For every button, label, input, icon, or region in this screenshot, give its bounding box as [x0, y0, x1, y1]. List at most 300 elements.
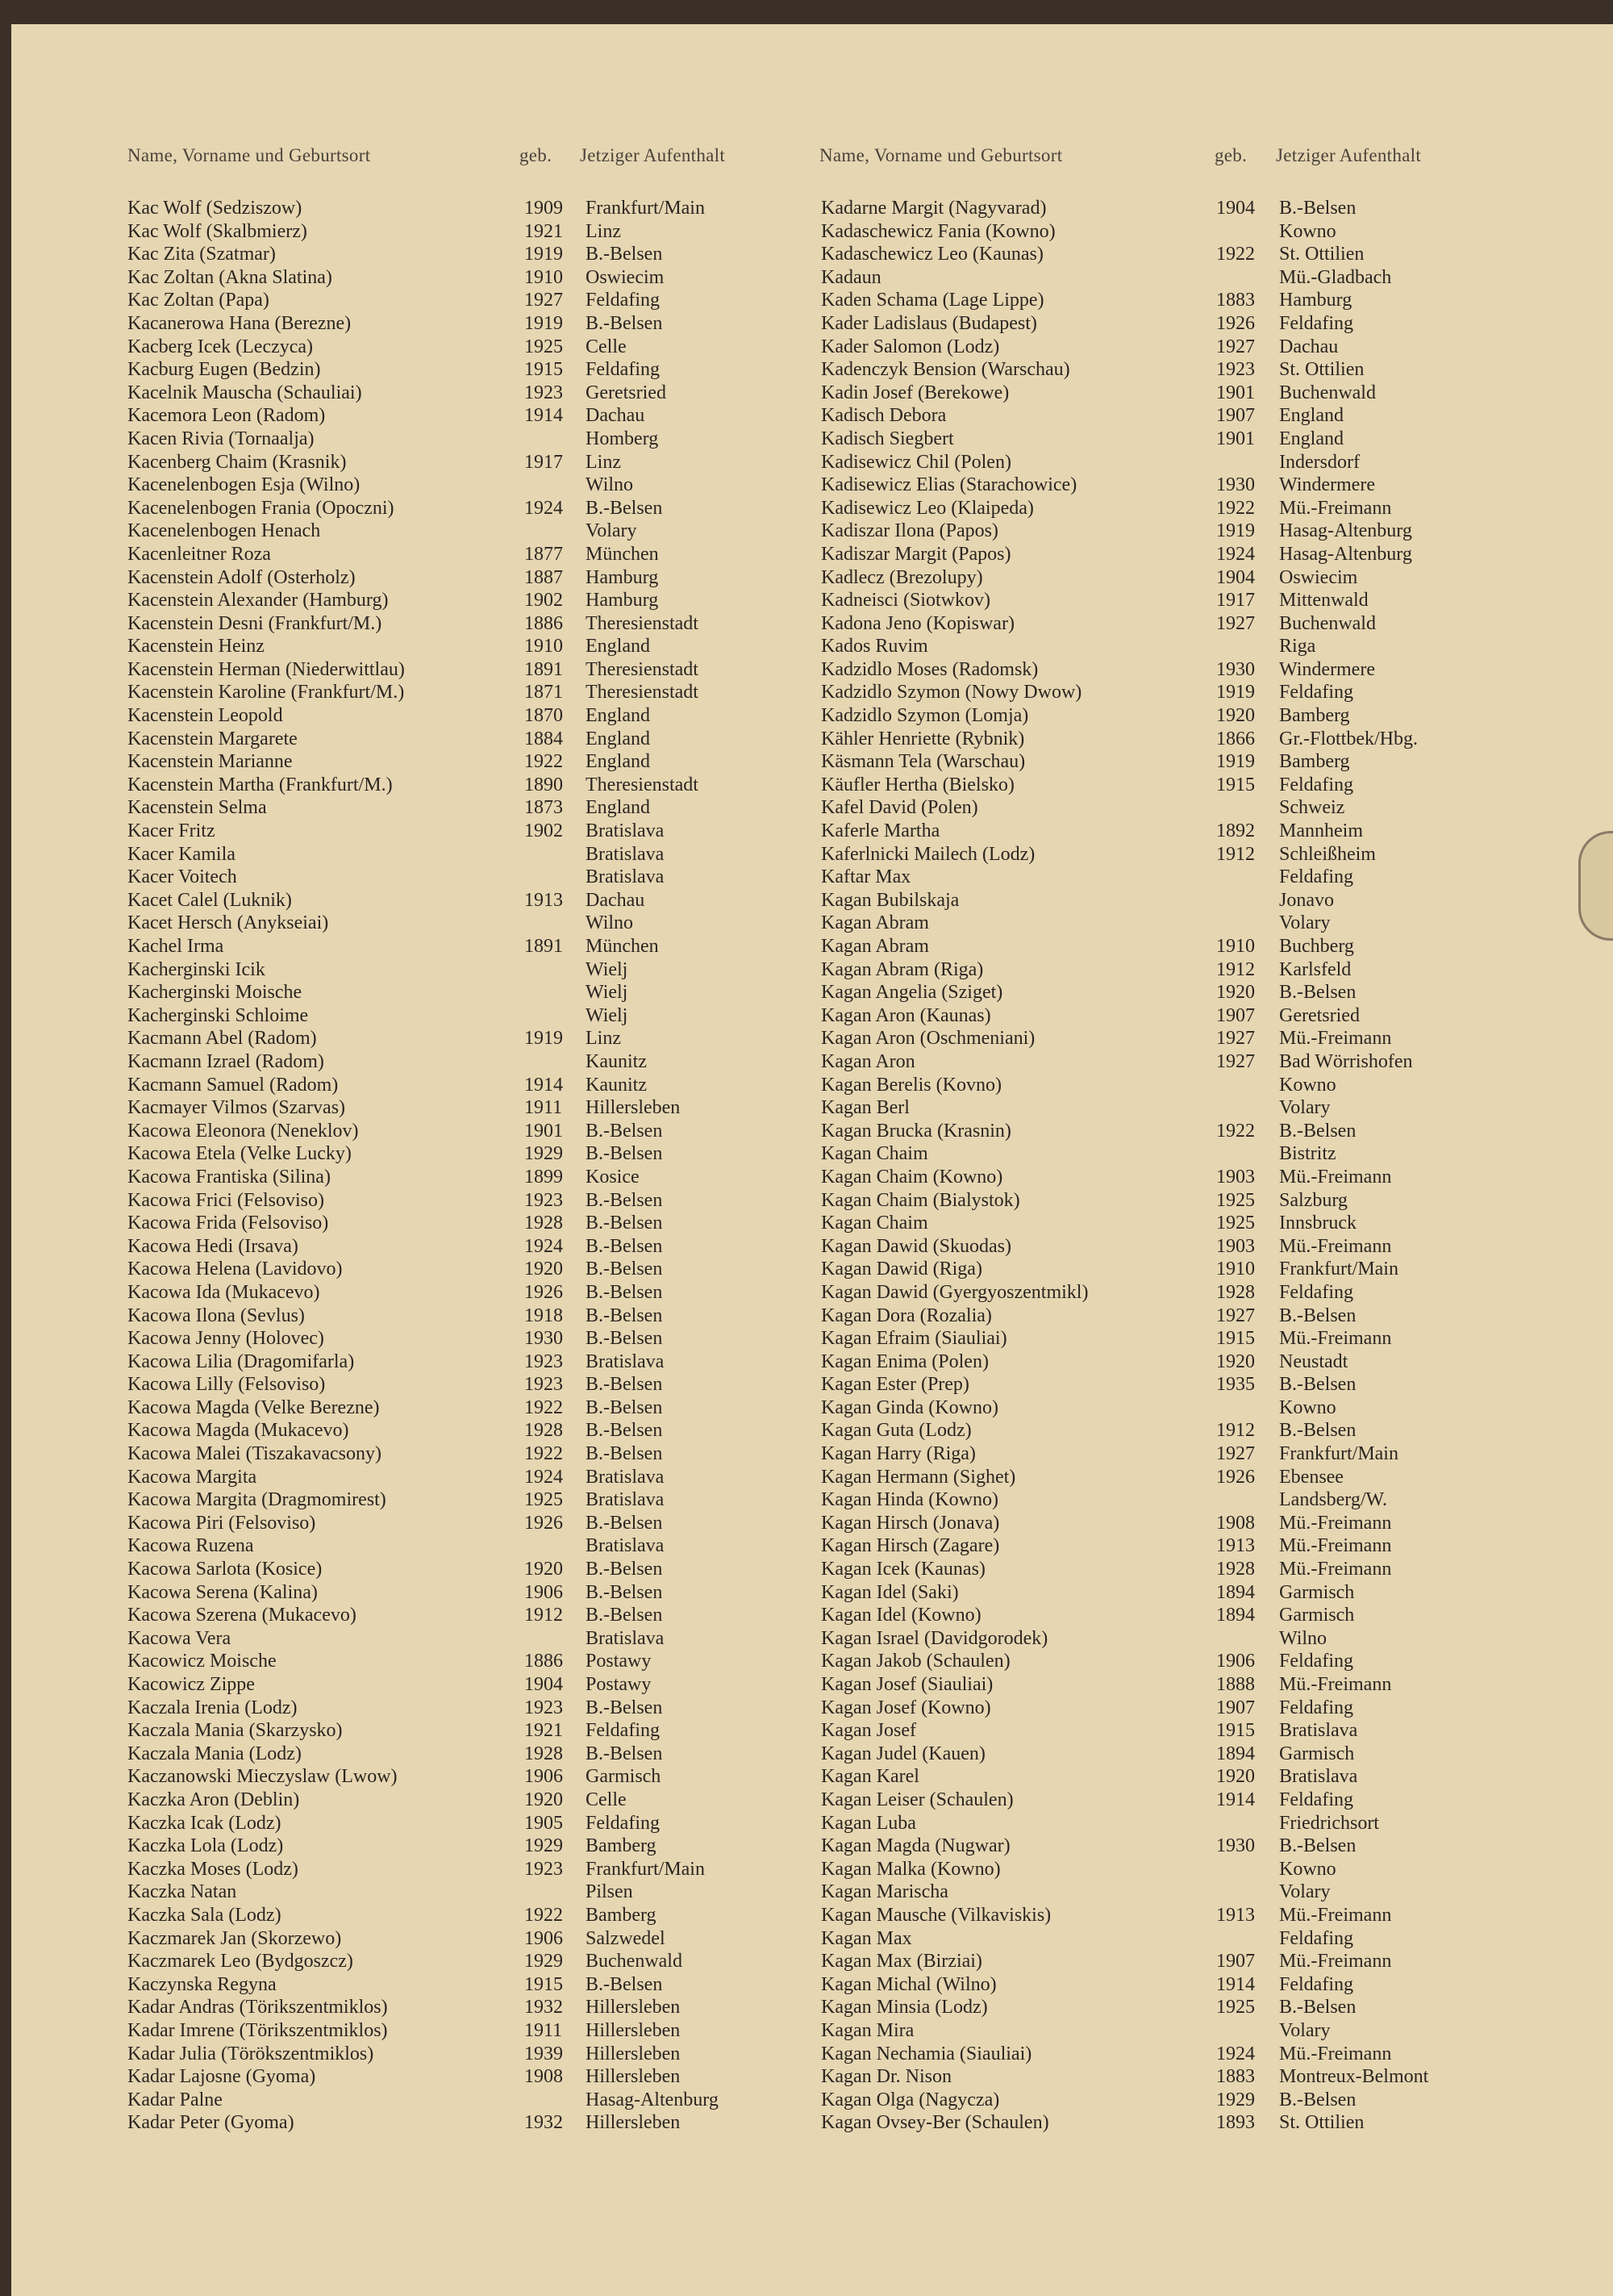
entry-residence: Theresienstadt	[586, 682, 698, 703]
entry-birth-year: 1917	[524, 451, 563, 473]
entry-birth-year: 1929	[524, 1143, 563, 1165]
entry-birth-year: 1917	[1216, 590, 1255, 612]
entry-name: Kagan Harry (Riga)	[821, 1443, 976, 1465]
entry-name: Kaczka Icak (Lodz)	[127, 1812, 281, 1834]
entry-birth-year: 1914	[524, 1074, 563, 1096]
entry-residence: Mü.-Freimann	[1279, 1904, 1392, 1926]
entry-name: Kadar Imrene (Törikszentmiklos)	[127, 2019, 388, 2041]
entry-birth-year: 1924	[1216, 543, 1255, 565]
entry-name: Kadar Palne	[127, 2089, 223, 2110]
entry-residence: England	[1279, 405, 1344, 427]
entry-name: Kacenstein Karoline (Frankfurt/M.)	[127, 682, 405, 703]
entry-birth-year: 1927	[1216, 1028, 1255, 1050]
entry-name: Kadarne Margit (Nagyvarad)	[821, 198, 1047, 219]
entry-residence: Bratislava	[586, 866, 665, 888]
entry-name: Kac Wolf (Sedziszow)	[127, 198, 302, 219]
entry-residence: England	[586, 728, 650, 749]
entry-residence: Indersdorf	[1279, 451, 1360, 473]
entry-residence: Hillersleben	[586, 1997, 681, 2018]
entry-residence: Dachau	[1279, 336, 1339, 357]
entry-name: Kacet Hersch (Anykseiai)	[127, 912, 329, 934]
entry-name: Kacenelenbogen Esja (Wilno)	[127, 474, 361, 496]
entry-name: Kacowa Ruzena	[127, 1535, 254, 1557]
entry-name: Kagan Idel (Kowno)	[821, 1605, 982, 1626]
entry-residence: Kaunitz	[586, 1050, 647, 1072]
entry-name: Kacowa Lilia (Dragomifarla)	[127, 1350, 355, 1372]
entry-name: Kagan Berl	[821, 1097, 910, 1119]
entry-birth-year: 1883	[1216, 290, 1255, 311]
entry-name: Kacowa Sarlota (Kosice)	[127, 1559, 323, 1580]
entry-birth-year: 1907	[1216, 1004, 1255, 1026]
entry-name: Kadzidlo Szymon (Lomja)	[821, 705, 1029, 727]
entry-name: Kacenstein Adolf (Osterholz)	[127, 566, 356, 588]
entry-birth-year: 1910	[524, 266, 563, 288]
entry-birth-year: 1912	[524, 1605, 563, 1626]
entry-birth-year: 1930	[1216, 474, 1255, 496]
entry-residence: Theresienstadt	[586, 658, 698, 680]
entry-name: Kagan Jakob (Schaulen)	[821, 1651, 1011, 1672]
entry-residence: Bratislava	[586, 1466, 665, 1488]
entry-name: Kadaun	[821, 266, 882, 288]
entry-name: Kacenstein Herman (Niederwittlau)	[127, 658, 405, 680]
entry-residence: Feldafing	[1279, 1281, 1353, 1303]
entry-birth-year: 1926	[524, 1281, 563, 1303]
entry-name: Kacet Calel (Luknik)	[127, 889, 292, 911]
entry-birth-year: 1877	[524, 543, 563, 565]
entry-residence: Hillersleben	[586, 2043, 681, 2064]
entry-birth-year: 1908	[1216, 1512, 1255, 1534]
header-residence-right: Jetziger Aufenthalt	[1276, 145, 1422, 165]
entry-birth-year: 1927	[1216, 1050, 1255, 1072]
entry-name: Kagan Dawid (Gyergyoszentmikl)	[821, 1281, 1089, 1303]
entry-birth-year: 1923	[524, 1189, 563, 1211]
entry-birth-year: 1918	[524, 1305, 563, 1326]
entry-birth-year: 1923	[524, 1858, 563, 1880]
entry-name: Kacowa Margita	[127, 1466, 257, 1488]
entry-birth-year: 1915	[524, 359, 563, 381]
entry-name: Kacmann Abel (Radom)	[127, 1028, 317, 1050]
entry-residence: Schleißheim	[1279, 843, 1376, 865]
entry-birth-year: 1923	[1216, 359, 1255, 381]
entry-birth-year: 1920	[1216, 982, 1255, 1004]
entry-residence: Linz	[586, 220, 621, 242]
entry-residence: Bamberg	[586, 1835, 656, 1857]
entry-birth-year: 1910	[1216, 936, 1255, 957]
entry-birth-year: 1922	[524, 751, 563, 773]
entry-residence: B.-Belsen	[586, 1143, 663, 1165]
entry-residence: Feldafing	[1279, 1789, 1353, 1810]
entry-name: Kacherginski Moische	[127, 982, 302, 1004]
entry-residence: Wielj	[586, 958, 628, 980]
entry-name: Kacowa Helena (Lavidovo)	[127, 1259, 343, 1280]
entry-residence: Bratislava	[586, 1535, 665, 1557]
entry-birth-year: 1929	[524, 1951, 563, 1972]
entry-residence: Postawy	[586, 1651, 652, 1672]
entry-name: Kacowa Frantiska (Silina)	[127, 1166, 331, 1188]
entry-birth-year: 1922	[524, 1396, 563, 1418]
entry-name: Kac Zita (Szatmar)	[127, 244, 276, 265]
entry-birth-year: 1902	[524, 590, 563, 612]
entry-residence: Buchenwald	[1279, 382, 1376, 403]
entry-name: Kadiszar Margit (Papos)	[821, 543, 1011, 565]
entry-residence: B.-Belsen	[586, 312, 663, 334]
entry-birth-year: 1886	[524, 1651, 563, 1672]
entry-residence: Riga	[1279, 636, 1316, 657]
entry-name: Kaczka Sala (Lodz)	[127, 1904, 281, 1926]
entry-birth-year: 1910	[524, 636, 563, 657]
entry-residence: Celle	[586, 336, 627, 357]
entry-residence: Feldafing	[1279, 1973, 1353, 1995]
entry-birth-year: 1929	[1216, 2089, 1255, 2110]
entry-name: Kagan Icek (Kaunas)	[821, 1559, 986, 1580]
entry-name: Kagan Marischa	[821, 1881, 948, 1903]
entry-residence: Hasag-Altenburg	[1279, 520, 1412, 542]
entry-name: Kacenstein Leopold	[127, 705, 283, 727]
page-tab-marker	[1578, 831, 1613, 941]
entry-birth-year: 1906	[524, 1766, 563, 1788]
entry-birth-year: 1920	[1216, 705, 1255, 727]
entry-residence: Bistritz	[1279, 1143, 1336, 1165]
entry-birth-year: 1901	[1216, 382, 1255, 403]
entry-residence: Mü.-Freimann	[1279, 1559, 1392, 1580]
entry-birth-year: 1920	[524, 1789, 563, 1810]
entry-residence: Theresienstadt	[586, 774, 698, 795]
entry-name: Kagan Dr. Nison	[821, 2066, 952, 2088]
entry-residence: Hasag-Altenburg	[586, 2089, 719, 2110]
entry-residence: Mü.-Freimann	[1279, 1674, 1392, 1695]
header-name-left: Name, Vorname und Geburtsort	[127, 145, 371, 165]
entry-name: Kacowa Magda (Velke Berezne)	[127, 1396, 380, 1418]
entry-residence: Kowno	[1279, 220, 1336, 242]
entry-name: Kacowa Lilly (Felsoviso)	[127, 1374, 326, 1396]
entry-birth-year: 1921	[524, 220, 563, 242]
entry-residence: B.-Belsen	[1279, 2089, 1357, 2110]
entry-residence: München	[586, 936, 659, 957]
entry-birth-year: 1892	[1216, 820, 1255, 842]
entry-name: Kacherginski Schloime	[127, 1004, 309, 1026]
entry-residence: Wilno	[586, 912, 634, 934]
entry-birth-year: 1926	[524, 1512, 563, 1534]
entry-birth-year: 1873	[524, 797, 563, 819]
entry-name: Kagan Hermann (Sighet)	[821, 1466, 1016, 1488]
entry-name: Kacowa Hedi (Irsava)	[127, 1235, 298, 1257]
entry-name: Kagan Chaim (Kowno)	[821, 1166, 1003, 1188]
entry-birth-year: 1939	[524, 2043, 563, 2064]
entry-birth-year: 1929	[524, 1835, 563, 1857]
entry-residence: Oswiecim	[586, 266, 665, 288]
entry-name: Kagan Berelis (Kovno)	[821, 1074, 1002, 1096]
entry-name: Kados Ruvim	[821, 636, 928, 657]
entry-birth-year: 1925	[524, 1489, 563, 1511]
header-name-right: Name, Vorname und Geburtsort	[819, 145, 1063, 165]
entry-birth-year: 1910	[1216, 1259, 1255, 1280]
entry-name: Kagan Olga (Nagycza)	[821, 2089, 1000, 2110]
entry-name: Kacenelenbogen Frania (Opoczni)	[127, 497, 394, 519]
entry-birth-year: 1884	[524, 728, 563, 749]
entry-name: Kacowa Ida (Mukacevo)	[127, 1281, 320, 1303]
entry-name: Kagan Aron (Kaunas)	[821, 1004, 991, 1026]
entry-residence: B.-Belsen	[1279, 1835, 1357, 1857]
entry-residence: B.-Belsen	[586, 1420, 663, 1442]
entry-residence: B.-Belsen	[1279, 1305, 1357, 1326]
entry-residence: Jonavo	[1279, 889, 1334, 911]
entry-birth-year: 1924	[524, 1235, 563, 1257]
entry-residence: Feldafing	[1279, 1697, 1353, 1718]
entry-name: Kacowa Magda (Mukacevo)	[127, 1420, 349, 1442]
entry-residence: England	[586, 636, 650, 657]
entry-residence: Postawy	[586, 1674, 652, 1695]
entry-name: Kacer Kamila	[127, 843, 235, 865]
entry-name: Kadin Josef (Berekowe)	[821, 382, 1010, 403]
entry-residence: Hillersleben	[586, 2066, 681, 2088]
entry-residence: Kaunitz	[586, 1074, 647, 1096]
entry-birth-year: 1923	[524, 382, 563, 403]
entry-residence: B.-Belsen	[586, 1281, 663, 1303]
entry-name: Kagan Malka (Kowno)	[821, 1858, 1001, 1880]
entry-name: Kacenstein Desni (Frankfurt/M.)	[127, 612, 382, 634]
entry-residence: B.-Belsen	[1279, 1997, 1357, 2018]
entry-name: Kadar Peter (Gyoma)	[127, 2112, 294, 2134]
entry-residence: England	[586, 797, 650, 819]
entry-name: Kacenstein Margarete	[127, 728, 298, 749]
entry-birth-year: 1894	[1216, 1743, 1255, 1764]
entry-name: Kacen Rivia (Tornaalja)	[127, 428, 315, 449]
entry-birth-year: 1920	[1216, 1766, 1255, 1788]
entry-name: Kaczka Natan	[127, 1881, 237, 1903]
entry-name: Kadiszar Ilona (Papos)	[821, 520, 998, 542]
entry-residence: Kowno	[1279, 1396, 1336, 1418]
entry-birth-year: 1915	[1216, 774, 1255, 795]
entry-name: Kacenstein Selma	[127, 797, 267, 819]
entry-residence: B.-Belsen	[586, 1581, 663, 1603]
entry-residence: England	[586, 705, 650, 727]
entry-birth-year: 1912	[1216, 1420, 1255, 1442]
entry-residence: Garmisch	[1279, 1743, 1355, 1764]
entry-birth-year: 1919	[524, 244, 563, 265]
entry-name: Kacowa Margita (Dragmomirest)	[127, 1489, 386, 1511]
entry-residence: B.-Belsen	[586, 244, 663, 265]
entry-residence: Garmisch	[1279, 1605, 1355, 1626]
entry-birth-year: 1930	[1216, 1835, 1255, 1857]
entry-birth-year: 1912	[1216, 843, 1255, 865]
entry-name: Kadisewicz Elias (Starachowice)	[821, 474, 1077, 496]
entry-residence: Bamberg	[586, 1904, 656, 1926]
entry-birth-year: 1883	[1216, 2066, 1255, 2088]
entry-residence: Windermere	[1279, 658, 1375, 680]
entry-birth-year: 1920	[524, 1259, 563, 1280]
entry-name: Kacenberg Chaim (Krasnik)	[127, 451, 347, 473]
entry-residence: Feldafing	[586, 359, 660, 381]
entry-name: Kaferle Martha	[821, 820, 940, 842]
entry-residence: Salzwedel	[586, 1927, 665, 1949]
entry-birth-year: 1911	[524, 2019, 563, 2041]
entry-name: Kagan Ester (Prep)	[821, 1374, 969, 1396]
entry-residence: Buchenwald	[1279, 612, 1376, 634]
entry-birth-year: 1886	[524, 612, 563, 634]
entry-residence: Mü.-Freimann	[1279, 1235, 1392, 1257]
entry-residence: Feldafing	[586, 290, 660, 311]
entry-residence: Bratislava	[1279, 1766, 1358, 1788]
entry-name: Kadenczyk Bension (Warschau)	[821, 359, 1070, 381]
entry-name: Käsmann Tela (Warschau)	[821, 751, 1026, 773]
entry-residence: Friedrichsort	[1279, 1812, 1379, 1834]
entry-birth-year: 1915	[1216, 1720, 1255, 1742]
entry-birth-year: 1888	[1216, 1674, 1255, 1695]
entry-residence: Kowno	[1279, 1074, 1336, 1096]
entry-name: Kaczka Moses (Lodz)	[127, 1858, 298, 1880]
entry-name: Kagan Idel (Saki)	[821, 1581, 959, 1603]
entry-residence: B.-Belsen	[586, 1213, 663, 1234]
entry-birth-year: 1893	[1216, 2112, 1255, 2134]
entry-residence: München	[586, 543, 659, 565]
entry-residence: Mü.-Gladbach	[1279, 266, 1392, 288]
entry-name: Kacowicz Moische	[127, 1651, 277, 1672]
entry-residence: Oswiecim	[1279, 566, 1358, 588]
entry-residence: England	[586, 751, 650, 773]
entry-residence: B.-Belsen	[586, 1973, 663, 1995]
entry-name: Kagan Josef	[821, 1720, 916, 1742]
entry-residence: Pilsen	[586, 1881, 633, 1903]
entry-birth-year: 1928	[524, 1213, 563, 1234]
entry-birth-year: 1927	[1216, 1305, 1255, 1326]
entry-residence: Hillersleben	[586, 2019, 681, 2041]
entry-name: Kacowa Serena (Kalina)	[127, 1581, 318, 1603]
entry-birth-year: 1914	[1216, 1973, 1255, 1995]
entry-residence: Wilno	[1279, 1627, 1327, 1649]
entry-residence: Mittenwald	[1279, 590, 1369, 612]
entry-residence: B.-Belsen	[1279, 1420, 1357, 1442]
entry-residence: Mü.-Freimann	[1279, 1028, 1392, 1050]
entry-name: Kacenstein Martha (Frankfurt/M.)	[127, 774, 393, 795]
entry-residence: Dachau	[586, 889, 645, 911]
entry-residence: Volary	[1279, 1097, 1331, 1119]
entry-birth-year: 1906	[524, 1581, 563, 1603]
entry-name: Kacowa Malei (Tiszakavacsony)	[127, 1443, 382, 1465]
entry-name: Kadona Jeno (Kopiswar)	[821, 612, 1015, 634]
entry-name: Kagan Judel (Kauen)	[821, 1743, 986, 1764]
entry-residence: Feldafing	[1279, 1927, 1353, 1949]
entry-birth-year: 1891	[524, 936, 563, 957]
entry-residence: Landsberg/W.	[1279, 1489, 1387, 1511]
entry-birth-year: 1927	[1216, 336, 1255, 357]
entry-residence: England	[1279, 428, 1344, 449]
entry-residence: B.-Belsen	[586, 497, 663, 519]
entry-residence: Mü.-Freimann	[1279, 1328, 1392, 1350]
entry-name: Kadaschewicz Fania (Kowno)	[821, 220, 1056, 242]
entry-residence: Mü.-Freimann	[1279, 497, 1392, 519]
entry-birth-year: 1908	[524, 2066, 563, 2088]
entry-name: Kagan Ovsey-Ber (Schaulen)	[821, 2112, 1049, 2134]
entry-name: Kacowicz Zippe	[127, 1674, 255, 1695]
entry-birth-year: 1928	[1216, 1281, 1255, 1303]
entry-name: Kacowa Piri (Felsoviso)	[127, 1512, 316, 1534]
entry-residence: B.-Belsen	[586, 1305, 663, 1326]
entry-birth-year: 1922	[1216, 244, 1255, 265]
entry-name: Kafel David (Polen)	[821, 797, 978, 819]
entry-birth-year: 1905	[524, 1812, 563, 1834]
entry-residence: Karlsfeld	[1279, 958, 1352, 980]
entry-residence: Bratislava	[586, 843, 665, 865]
entry-birth-year: 1919	[524, 1028, 563, 1050]
entry-birth-year: 1913	[1216, 1535, 1255, 1557]
entry-residence: B.-Belsen	[1279, 1374, 1357, 1396]
entry-birth-year: 1890	[524, 774, 563, 795]
entry-name: Kagan Luba	[821, 1812, 916, 1834]
entry-name: Kacemora Leon (Radom)	[127, 405, 326, 427]
entry-residence: Bratislava	[586, 1350, 665, 1372]
entry-name: Kadaschewicz Leo (Kaunas)	[821, 244, 1044, 265]
entry-name: Kacmann Samuel (Radom)	[127, 1074, 339, 1096]
entry-name: Kagan Max (Birziai)	[821, 1951, 982, 1972]
entry-residence: Mü.-Freimann	[1279, 1512, 1392, 1534]
entry-name: Kaczka Lola (Lodz)	[127, 1835, 284, 1857]
entry-birth-year: 1915	[524, 1973, 563, 1995]
entry-residence: Wielj	[586, 982, 628, 1004]
entry-name: Kacmann Izrael (Radom)	[127, 1050, 324, 1072]
entry-residence: Frankfurt/Main	[1279, 1259, 1398, 1280]
entry-name: Kadisewicz Leo (Klaipeda)	[821, 497, 1034, 519]
entry-residence: Theresienstadt	[586, 612, 698, 634]
entry-residence: St. Ottilien	[1279, 359, 1365, 381]
entry-residence: Geretsried	[586, 382, 666, 403]
entry-residence: Hamburg	[586, 566, 659, 588]
entry-birth-year: 1904	[1216, 198, 1255, 219]
entry-residence: B.-Belsen	[586, 1374, 663, 1396]
entry-residence: Montreux-Belmont	[1279, 2066, 1429, 2088]
entry-residence: B.-Belsen	[586, 1396, 663, 1418]
entry-birth-year: 1911	[524, 1097, 563, 1119]
entry-residence: Kowno	[1279, 1858, 1336, 1880]
entry-residence: Wielj	[586, 1004, 628, 1026]
entry-name: Kacowa Eleonora (Neneklov)	[127, 1120, 359, 1142]
entry-residence: Buchberg	[1279, 936, 1354, 957]
entry-residence: Schweiz	[1279, 797, 1345, 819]
entry-name: Kagan Abram	[821, 912, 929, 934]
entry-name: Kagan Brucka (Krasnin)	[821, 1120, 1011, 1142]
entry-residence: Feldafing	[1279, 682, 1353, 703]
entry-name: Kagan Michal (Wilno)	[821, 1973, 997, 1995]
entry-residence: Mü.-Freimann	[1279, 1535, 1392, 1557]
entry-name: Kagan Leiser (Schaulen)	[821, 1789, 1014, 1810]
entry-birth-year: 1906	[1216, 1651, 1255, 1672]
entry-residence: Feldafing	[1279, 774, 1353, 795]
entry-residence: Bad Wörrishofen	[1279, 1050, 1413, 1072]
entry-birth-year: 1903	[1216, 1166, 1255, 1188]
entry-name: Kagan Abram (Riga)	[821, 958, 984, 980]
entry-residence: Garmisch	[586, 1766, 661, 1788]
entry-birth-year: 1928	[524, 1420, 563, 1442]
entry-birth-year: 1904	[524, 1674, 563, 1695]
entry-residence: Hillersleben	[586, 1097, 681, 1119]
entry-name: Kagan Bubilskaja	[821, 889, 960, 911]
entry-birth-year: 1926	[1216, 1466, 1255, 1488]
entry-residence: Bamberg	[1279, 751, 1350, 773]
entry-name: Kaczynska Regyna	[127, 1973, 277, 1995]
entry-name: Kacanerowa Hana (Berezne)	[127, 312, 352, 334]
entry-residence: B.-Belsen	[586, 1512, 663, 1534]
entry-birth-year: 1924	[524, 497, 563, 519]
entry-name: Kagan Mausche (Vilkaviskis)	[821, 1904, 1052, 1926]
entry-residence: Innsbruck	[1279, 1213, 1357, 1234]
document-page	[11, 24, 1613, 2296]
entry-birth-year: 1919	[1216, 682, 1255, 703]
entry-name: Kacer Fritz	[127, 820, 215, 842]
entry-name: Kagan Hirsch (Jonava)	[821, 1512, 1000, 1534]
entry-name: Kagan Josef (Siauliai)	[821, 1674, 994, 1695]
entry-birth-year: 1899	[524, 1166, 563, 1188]
entry-name: Kadisch Debora	[821, 405, 947, 427]
entry-name: Kaden Schama (Lage Lippe)	[821, 290, 1044, 311]
